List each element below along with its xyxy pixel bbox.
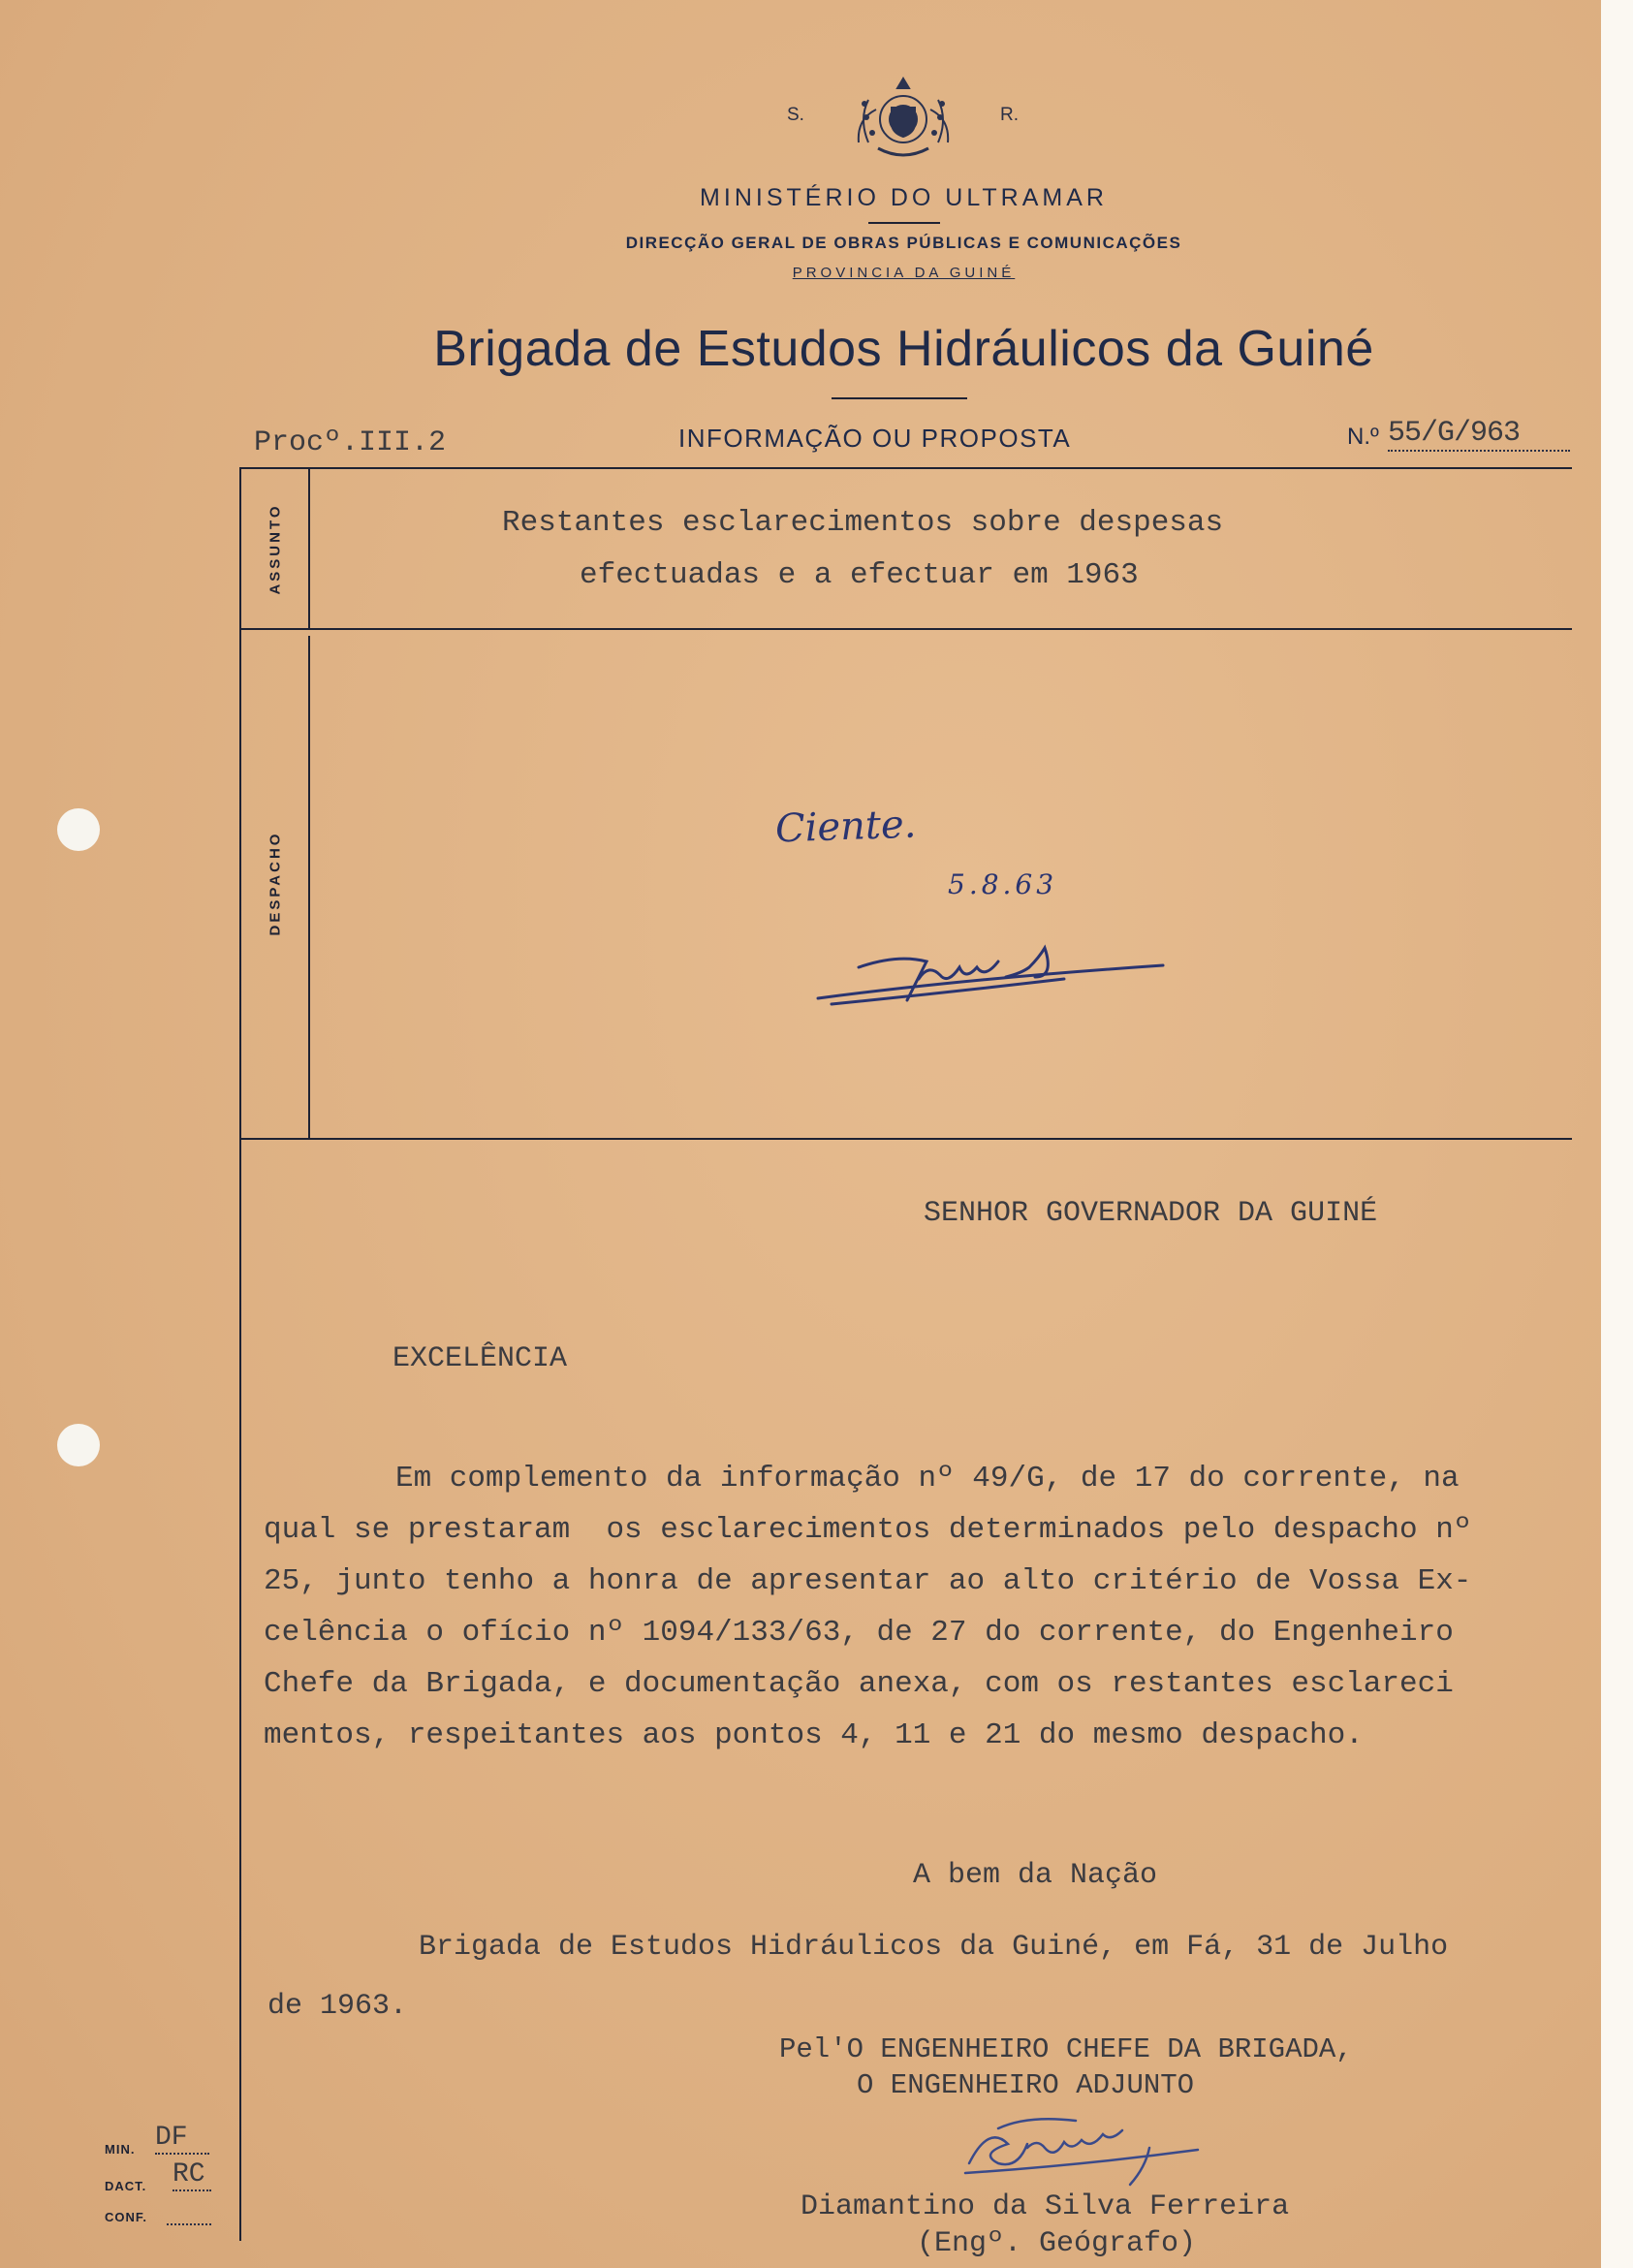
punch-hole bbox=[57, 1424, 100, 1466]
divider bbox=[832, 397, 967, 399]
dact-label: DACT. bbox=[105, 2179, 147, 2193]
despacho-handwritten-date: 5.8.63 bbox=[948, 868, 1058, 900]
assunto-divider bbox=[308, 467, 310, 630]
conf-value-line bbox=[167, 2223, 211, 2225]
number-label: N.º bbox=[1347, 424, 1379, 450]
sr-left: S. bbox=[787, 105, 804, 125]
frame-top-line bbox=[239, 467, 1572, 469]
assunto-label: ASSUNTO bbox=[267, 503, 284, 595]
conf-label: CONF. bbox=[105, 2210, 147, 2224]
assunto-line: Restantes esclarecimentos sobre despesas bbox=[502, 506, 1224, 540]
body-line: Chefe da Brigada, e documentação anexa, com os restantes esclareci bbox=[264, 1667, 1454, 1701]
process-reference: Procº.III.2 bbox=[254, 426, 447, 459]
signer-name: Diamantino da Silva Ferreira bbox=[801, 2190, 1290, 2223]
body-line: 25, junto tenho a honra de apresentar ao alto critério de Vossa Ex- bbox=[264, 1564, 1472, 1598]
ministry-title: MINISTÉRIO DO ULTRAMAR bbox=[700, 184, 1108, 211]
place-date-line: de 1963. bbox=[267, 1990, 408, 2023]
signature-icon bbox=[959, 2109, 1211, 2187]
divider bbox=[868, 222, 940, 224]
min-value: DF bbox=[155, 2123, 209, 2155]
min-label: MIN. bbox=[105, 2142, 136, 2157]
assunto-bottom-line bbox=[239, 628, 1572, 630]
assunto-line: efectuadas e a efectuar em 1963 bbox=[580, 558, 1139, 592]
despacho-signature-icon bbox=[812, 929, 1171, 1016]
punch-hole bbox=[57, 808, 100, 851]
closing: A bem da Nação bbox=[913, 1859, 1158, 1892]
brigade-title: Brigada de Estudos Hidráulicos da Guiné bbox=[433, 321, 1374, 377]
body-line: mentos, respeitantes aos pontos 4, 11 e 21 do mesmo despacho. bbox=[264, 1718, 1364, 1752]
despacho-handwritten-note: Ciente. bbox=[774, 802, 918, 852]
sr-right: R. bbox=[1000, 105, 1019, 125]
salutation: EXCELÊNCIA bbox=[393, 1342, 568, 1375]
signer-role: (Engº. Geógrafo) bbox=[917, 2227, 1197, 2260]
page-edge bbox=[1601, 0, 1633, 2268]
addressee: SENHOR GOVERNADOR DA GUINÉ bbox=[924, 1197, 1378, 1230]
body-line: Em complemento da informação nº 49/G, de 17 do corrente, na bbox=[395, 1462, 1460, 1496]
coat-of-arms-icon bbox=[847, 71, 959, 164]
body-line: celência o ofício nº 1094/133/63, de 27 do corrente, do Engenheiro bbox=[264, 1616, 1454, 1650]
number-value: 55/G/963 bbox=[1388, 417, 1570, 452]
signatory-title: O ENGENHEIRO ADJUNTO bbox=[857, 2069, 1195, 2101]
directorate-title: DIRECÇÃO GERAL DE OBRAS PÚBLICAS E COMUNICAÇÕES bbox=[625, 234, 1182, 252]
frame-left-line bbox=[239, 467, 241, 2241]
body-line: qual se prestaram os esclarecimentos determinados pelo despacho nº bbox=[264, 1513, 1472, 1547]
despacho-divider bbox=[308, 636, 310, 1140]
place-date-line: Brigada de Estudos Hidráulicos da Guiné, em Fá, 31 de Julho bbox=[419, 1931, 1449, 1964]
form-type-title: INFORMAÇÃO OU PROPOSTA bbox=[678, 424, 1072, 453]
despacho-label: DESPACHO bbox=[267, 831, 284, 936]
dact-value: RC bbox=[173, 2159, 211, 2191]
province-title: PROVINCIA DA GUINÉ bbox=[792, 265, 1016, 281]
despacho-bottom-line bbox=[239, 1138, 1572, 1140]
signatory-title: Pel'O ENGENHEIRO CHEFE DA BRIGADA, bbox=[779, 2033, 1353, 2065]
